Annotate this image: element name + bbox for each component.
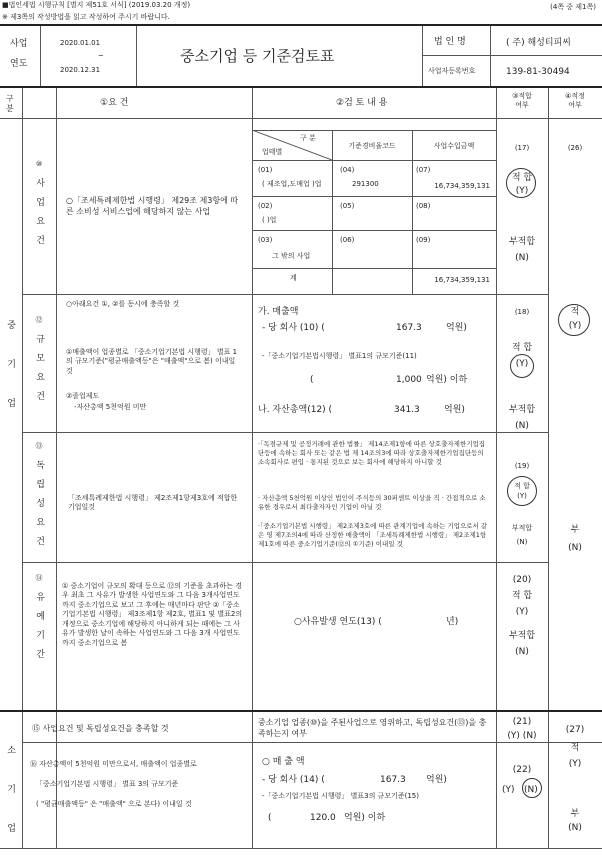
fit-num: (19) xyxy=(514,462,530,470)
fit-num: (22) xyxy=(512,765,532,775)
row-label: 독립성요건 xyxy=(34,460,45,555)
year-label-2: 연도 xyxy=(10,59,28,69)
total-income: 16,734,359,131 xyxy=(434,276,490,284)
row1-code-num: (04) xyxy=(340,166,355,174)
fit-n: (N) xyxy=(524,785,538,795)
review-unit: 년) xyxy=(446,617,459,627)
review-value: 167.3 xyxy=(396,323,422,333)
review-unit: 억원) xyxy=(444,405,465,415)
header-fit3: ③적합 여부 xyxy=(512,92,532,110)
fit-num: (17) xyxy=(514,144,530,152)
review-value: 1,000 xyxy=(396,375,422,385)
requirement-text: 「조세특례제한법 시행령」 제2조제1항제3호에 적합한 기업일것 xyxy=(68,494,238,512)
section-small: 소 기 업 xyxy=(5,745,16,842)
requirement-text: ( "평균매출액등" 은 "매출액" 으로 본다) 이내일 것 xyxy=(36,800,192,808)
row1-income: 16,734,359,131 xyxy=(434,182,490,190)
requirement-text: 「중소기업기본법 시행령」 별표 3의 규모기준 xyxy=(36,780,179,788)
fit-n: (N) xyxy=(515,253,529,263)
fit-ok: 적 합 xyxy=(514,482,530,490)
fit-ok: 적 합 xyxy=(511,173,533,183)
fit-y: (Y) xyxy=(517,492,527,500)
header-division: 구 분 xyxy=(6,94,14,113)
fit-ok: 적 합 xyxy=(511,591,533,601)
fit-no: 부적합 xyxy=(511,524,533,532)
row2-num: (02) xyxy=(258,202,273,210)
requirement-text: ○「조세특례제한법 시행령」 제29조 제3항에 따른 소비성 서비스업에 해당하지 않는 사업 xyxy=(66,196,239,216)
row-num: ⑭ xyxy=(35,574,43,582)
review-text: 중소기업 업종(⑩)을 주된사업으로 영위하고, 독립성요건(⑬)을 충족하는지 여부 xyxy=(258,718,487,738)
review-text: ( xyxy=(310,375,314,385)
table-header-code: 기준경비율코드 xyxy=(348,142,396,150)
review-text: ○ 매 출 액 xyxy=(262,757,305,767)
requirement-text: ○아래요건 ①, ②를 동시에 충족할 것 xyxy=(66,300,180,308)
row1-num: (01) xyxy=(258,166,273,174)
fit-n: (N) xyxy=(516,538,528,546)
header-review: ②검 토 내 용 xyxy=(336,98,388,108)
row2-inc-num: (08) xyxy=(416,202,431,210)
fit-n: (N) xyxy=(515,647,529,657)
row1-inc-num: (07) xyxy=(416,166,431,174)
review-text: - 당 회사 (10) ( xyxy=(262,323,325,333)
fit-num: (18) xyxy=(514,308,530,316)
col4-ok: 적 xyxy=(570,307,580,317)
row2-type: ( )업 xyxy=(262,216,277,224)
requirement-text: ②졸업제도 xyxy=(66,392,100,400)
row-num: ⑬ xyxy=(35,442,43,450)
fit-y: (Y) xyxy=(515,607,529,617)
table-header-income: 사업수입금액 xyxy=(433,142,475,150)
row-num: ⑫ xyxy=(35,316,43,324)
col4-y: (Y) xyxy=(568,759,582,769)
review-text: 가. 매출액 xyxy=(258,307,299,317)
row3-type: 그 밖의 사업 xyxy=(272,252,311,260)
section-sme: 중 기 업 xyxy=(5,320,16,417)
review-text: · 자산총액 5천억원 이상인 법인이 주식등의 30퍼센트 이상을 직 · 간접적으로 소유한 경우로서 최다출자자인 기업이 아닐 것 xyxy=(258,494,486,511)
review-text: - 당 회사 (14) ( xyxy=(262,775,325,785)
corp-name-label: 법 인 명 xyxy=(434,37,466,47)
col4-ok: 적 xyxy=(570,743,580,753)
review-text: ·「독점규제 및 공정거래에 관한 법률」 제14조제1항에 따른 상호출자제한기업집단등에 속하는 회사 또는 같은 법 제 14조의3에 따라 상호출자제한기업집단등의 소속회사로 편입 · 통지된 것으로 보는 회사에 해당하지 아니할 것 xyxy=(258,440,486,466)
review-text: ( xyxy=(268,813,272,823)
biz-no-label: 사업자등록번호 xyxy=(428,67,476,75)
col4-n: (N) xyxy=(568,543,582,553)
fit-yn: (Y) (N) xyxy=(507,731,537,741)
page-title: 중소기업 등 기준검토표 xyxy=(180,47,335,65)
fit-no: 부적합 xyxy=(508,405,536,415)
review-text: 나. 자산총액(12) ( xyxy=(258,405,333,415)
col4-no: 부 xyxy=(570,809,580,819)
row-label: 사업요건 xyxy=(34,178,45,254)
instruction-note: ※ 제3쪽의 작성방법을 읽고 작성하여 주시기 바랍니다. xyxy=(2,13,170,21)
period-start: 2020.01.01 xyxy=(60,39,101,47)
review-unit: 억원) xyxy=(446,323,467,333)
requirement-text: ① 중소기업이 규모의 확대 등으로 ⑫의 기준을 초과하는 경우 최초 그 사유가 발생한 사업연도와 그 다음 3개사업연도까지 중소기업으로 보고 그 후에는 매년마다 판단 ②「중소기업기본법 시행령」 제3조제1항 제2호, 별표1 및 별표2의 개정으로 중소기업에 해당하지 아니하게 되는 때에는 그 사유가 발생한 날이 속하는 사업연도와 그 다음 3개 사업연도까지 중소기업으로 봄 xyxy=(62,582,243,647)
requirement-text: ①매출액이 업종별로 「중소기업기본법 시행령」 별표 1의 규모기준("평균매출액등"은 "매출액"으로 봄) 이내일 것 xyxy=(66,348,238,375)
year-label: 사업 xyxy=(10,39,28,49)
form-reference: ■법인세법 시행규칙 [별지 제51호 서식] (2019.03.20 개정) xyxy=(2,1,191,9)
period-sep: ~ xyxy=(98,52,104,60)
row-label: 규모요건 xyxy=(34,334,45,410)
review-value: 120.0 xyxy=(310,813,336,823)
row3-inc-num: (09) xyxy=(416,236,431,244)
table-header-type: 구 분 xyxy=(300,134,316,142)
col4-no: 부 xyxy=(570,525,580,535)
fit-num: (20) xyxy=(512,575,532,585)
review-text: ·「중소기업기본법 시행령」 제2조제3호에 따른 관계기업에 속하는 기업으로서 같은 영 제7조의4에 따라 산정한 매출액이 「조세특례제한법 시행령」 제2조제1항제1호에 따른 중소기업기준(⑫의 ①기준) 이내일 것 xyxy=(258,522,488,548)
header-fit4: ④적정 여부 xyxy=(565,92,585,110)
requirement-text: ⑯ 자산총액이 5천억원 미만으로서, 매출액이 업종별로 xyxy=(30,760,197,768)
row1-type: ( 제조업,도매업 )업 xyxy=(262,180,322,188)
row1-code: 291300 xyxy=(352,180,379,188)
fit-num: (21) xyxy=(512,717,532,727)
fit-ok: 적 합 xyxy=(511,343,533,353)
fit-y: (Y) xyxy=(502,785,515,795)
review-text: -「중소기업기본법시행령」 별표1의 규모기준(11) xyxy=(262,352,417,360)
row2-code-num: (05) xyxy=(340,202,355,210)
review-value: 167.3 xyxy=(380,775,406,785)
review-unit: 억원) xyxy=(426,775,447,785)
col4-n: (N) xyxy=(568,823,582,833)
header-requirement: ①요 건 xyxy=(100,98,129,108)
fit-y: (Y) xyxy=(515,186,529,196)
row-num: ⑩ xyxy=(35,160,43,168)
review-text: -「중소기업기본법 시행령」 별표3의 규모기준(15) xyxy=(262,792,419,800)
fit-n: (N) xyxy=(515,421,529,431)
total-label: 계 xyxy=(290,274,297,282)
review-text: ○사유발생 연도(13) ( xyxy=(294,617,382,627)
col4-num: (26) xyxy=(567,144,583,152)
period-end: 2020.12.31 xyxy=(60,66,101,74)
fit-y: (Y) xyxy=(515,359,529,369)
page-info: (4쪽 중 제1쪽) xyxy=(550,3,596,11)
review-unit: 억원) 이하 xyxy=(344,813,386,823)
col4-num: (27) xyxy=(565,725,585,735)
review-value: 341.3 xyxy=(394,405,420,415)
fit-no: 부적합 xyxy=(508,631,536,641)
row3-num: (03) xyxy=(258,236,273,244)
biz-no-value: 139-81-30494 xyxy=(506,67,570,77)
row-label: 유예기간 xyxy=(34,592,45,668)
corp-name-value: ( 주) 해성티피씨 xyxy=(506,38,571,48)
table-header-type-b: 업태별 xyxy=(262,148,283,156)
requirement-text: ⑮ 사업요건 및 독립성요건을 충족할 것 xyxy=(32,724,169,733)
requirement-text: -자산총액 5천억원 미만 xyxy=(74,403,147,411)
row3-code-num: (06) xyxy=(340,236,355,244)
col4-y: (Y) xyxy=(568,321,582,331)
review-unit: 억원) 이하 xyxy=(426,375,468,385)
fit-no: 부적합 xyxy=(508,237,536,247)
